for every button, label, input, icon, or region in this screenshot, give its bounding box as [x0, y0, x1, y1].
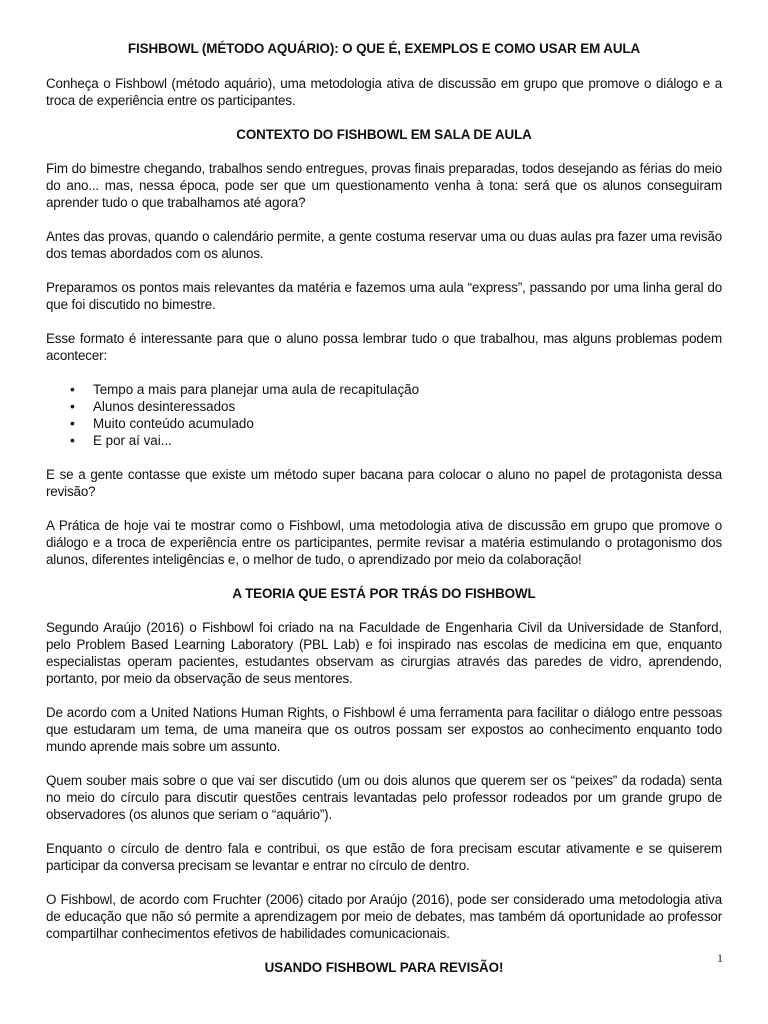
paragraph: O Fishbowl, de acordo com Fruchter (2006) citado por Araújo (2016), pode ser considerado uma metodologia ativa de educação que não só permite a aprendizagem por meio de debates, mas também dá oportunidade ao professor compartilhar conhecimentos efetivos de habilidades comunicacionais.: [46, 892, 722, 941]
document-title: FISHBOWL (MÉTODO AQUÁRIO): O QUE É, EXEMPLOS E COMO USAR EM AULA: [127, 41, 641, 56]
page-number: 1: [717, 951, 723, 965]
paragraph: A Prática de hoje vai te mostrar como o Fishbowl, uma metodologia ativa de discussão em grupo que promove o diálogo e a troca de experiência entre os participantes, permite revisar a matéria estimulando o protagonismo dos alunos, diferentes inteligências e, o melhor de tudo, o aprendizado por meio da colaboração!: [46, 518, 722, 567]
list-item: • E por aí vai...: [46, 432, 722, 449]
paragraph: Esse formato é interessante para que o aluno possa lembrar tudo o que trabalhou, mas alguns problemas podem acontecer:: [46, 331, 722, 363]
section-heading-context: CONTEXTO DO FISHBOWL EM SALA DE AULA: [236, 127, 532, 142]
paragraph: De acordo com a United Nations Human Rights, o Fishbowl é uma ferramenta para facilitar o diálogo entre pessoas que estudaram um tema, de uma maneira que os outros possam ser expostos ao conhecimento enquanto todo mundo aprende mais sobre um assunto.: [46, 705, 722, 754]
document-body: [46, 40, 722, 993]
section-heading-revision: USANDO FISHBOWL PARA REVISÃO!: [264, 960, 504, 975]
problems-list: [46, 381, 722, 449]
paragraph: Antes das provas, quando o calendário permite, a gente costuma reservar uma ou duas aulas pra fazer uma revisão dos temas abordados com os alunos.: [46, 229, 722, 261]
paragraph: Segundo Araújo (2016) o Fishbowl foi criado na na Faculdade de Engenharia Civil da Universidade de Stanford, pelo Problem Based Learning Laboratory (PBL Lab) e foi inspirado nas escolas de medicina em que, enquanto especialistas operam pacientes, estudantes observam as cirurgias através das paredes de vidro, aprendendo, portanto, por meio da observação de seus mentores.: [46, 620, 722, 686]
paragraph: Enquanto o círculo de dentro fala e contribui, os que estão de fora precisam escutar ativamente e se quiserem participar da conversa precisam se levantar e entrar no círculo de dentro.: [46, 841, 722, 873]
section-heading-theory: A TEORIA QUE ESTÁ POR TRÁS DO FISHBOWL: [232, 586, 536, 601]
paragraph: Quem souber mais sobre o que vai ser discutido (um ou dois alunos que querem ser os “peixes” da rodada) senta no meio do círculo para discutir questões centrais levantadas pelo professor rodeados por um grande grupo de observadores (os alunos que seriam o “aquário”).: [46, 773, 722, 822]
list-item: • Tempo a mais para planejar uma aula de recapitulação: [46, 381, 722, 398]
list-item: • Muito conteúdo acumulado: [46, 415, 722, 432]
paragraph: Fim do bimestre chegando, trabalhos sendo entregues, provas finais preparadas, todos desejando as férias do meio do ano... mas, nessa época, pode ser que um questionamento venha à tona: será que os alunos conseguiram aprender tudo o que trabalhamos até agora?: [46, 161, 722, 210]
paragraph: E se a gente contasse que existe um método super bacana para colocar o aluno no papel de protagonista dessa revisão?: [46, 467, 722, 499]
intro-paragraph: Conheça o Fishbowl (método aquário), uma metodologia ativa de discussão em grupo que promove o diálogo e a troca de experiência entre os participantes.: [46, 76, 722, 108]
paragraph: Preparamos os pontos mais relevantes da matéria e fazemos uma aula “express”, passando por uma linha geral do que foi discutido no bimestre.: [46, 280, 722, 312]
list-item: • Alunos desinteressados: [46, 398, 722, 415]
